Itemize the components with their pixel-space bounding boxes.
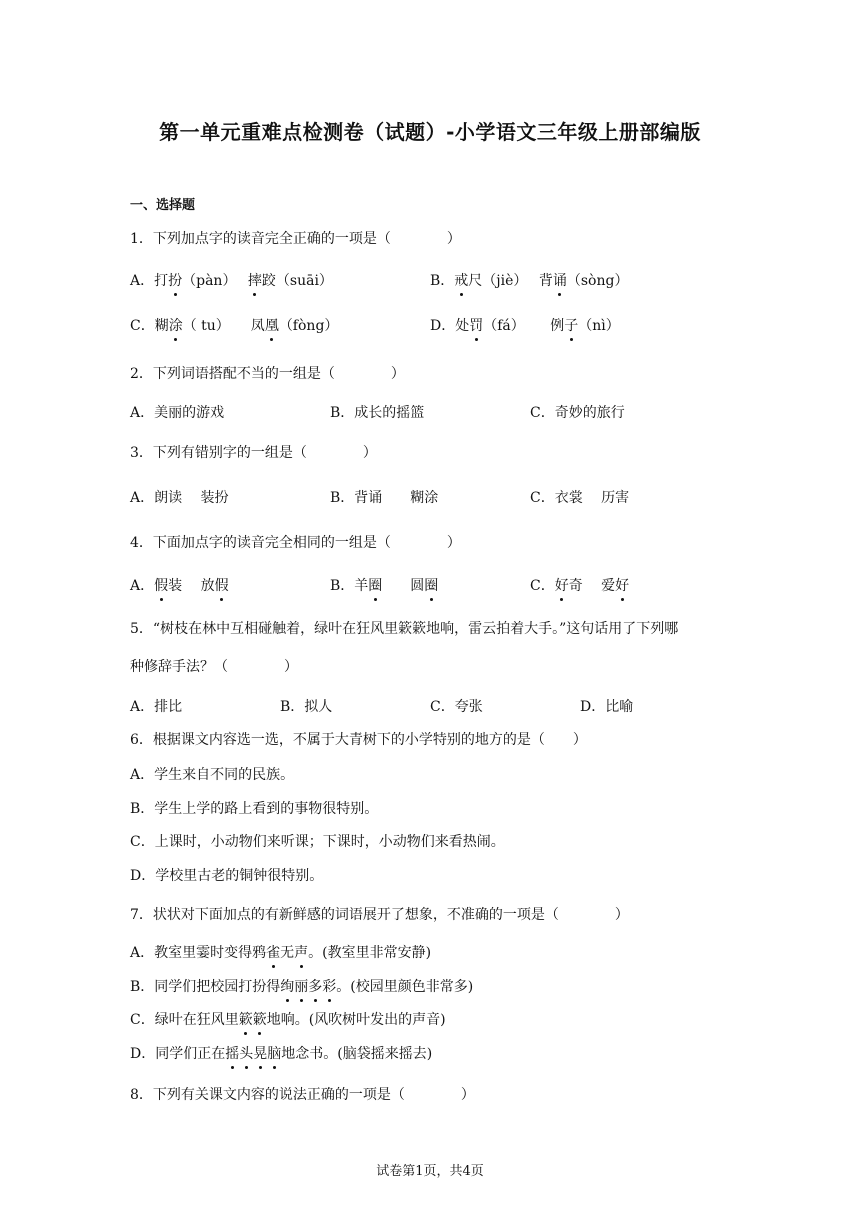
q1-option-a: A．打扮（pàn） 摔跤（suāi） bbox=[130, 273, 333, 289]
q4-option-c: C．好奇 爱好 bbox=[530, 578, 630, 594]
q5-option-a: A．排比 bbox=[130, 699, 183, 715]
q3-option-b: B．背诵 糊涂 bbox=[330, 490, 439, 506]
page-footer: 试卷第1页，共4页 bbox=[376, 1164, 484, 1179]
q3-option-c: C．衣裳 历害 bbox=[530, 490, 630, 506]
q7-option-d: D．同学们正在摇头晃脑地念书。(脑袋摇来摇去) bbox=[130, 1046, 433, 1062]
section-heading: 一、选择题 bbox=[130, 198, 196, 213]
q5-option-c: C．夸张 bbox=[430, 699, 483, 715]
q6-option-d: D．学校里古老的铜钟很特别。 bbox=[130, 868, 324, 884]
q7-option-b: B．同学们把校园打扮得绚丽多彩。(校园里颜色非常多) bbox=[130, 979, 474, 995]
q2-option-b: B．成长的摇篮 bbox=[330, 405, 425, 421]
question-4: 4．下面加点字的读音完全相同的一组是（ ） bbox=[130, 535, 461, 551]
question-6: 6．根据课文内容选一选，不属于大青树下的小学特别的地方的是（ ） bbox=[130, 732, 587, 748]
q2-option-c: C．奇妙的旅行 bbox=[530, 405, 625, 421]
q5-option-b: B．拟人 bbox=[280, 699, 333, 715]
q6-option-b: B．学生上学的路上看到的事物很特别。 bbox=[130, 801, 379, 817]
q5-option-d: D．比喻 bbox=[580, 699, 634, 715]
q1-option-d: D．处罚（fá） 例子（nì） bbox=[430, 318, 620, 334]
question-1: 1．下列加点字的读音完全正确的一项是（ ） bbox=[130, 231, 461, 247]
q7-option-a: A．教室里霎时变得鸦雀无声。(教室里非常安静) bbox=[130, 945, 432, 961]
q4-option-b: B．羊圈 圆圈 bbox=[330, 578, 439, 594]
q6-option-a: A．学生来自不同的民族。 bbox=[130, 767, 295, 783]
q6-option-c: C．上课时，小动物们来听课；下课时，小动物们来看热闹。 bbox=[130, 834, 505, 850]
page-title: 第一单元重难点检测卷（试题）-小学语文三年级上册部编版 bbox=[159, 120, 701, 144]
question-2: 2．下列词语搭配不当的一组是（ ） bbox=[130, 366, 405, 382]
q1-option-b: B．戒尺（jiè） 背诵（sòng） bbox=[430, 273, 629, 289]
q3-option-a: A．朗读 装扮 bbox=[130, 490, 229, 506]
q1-option-c: C．糊涂（ tu） 凤凰（fòng） bbox=[130, 318, 339, 334]
question-5-line-1: 5．“树枝在林中互相碰触着，绿叶在狂风里簌簌地响，雷云拍着大手。”这句话用了下列哪 bbox=[130, 621, 679, 637]
question-7: 7．状状对下面加点的有新鲜感的词语展开了想象，不准确的一项是（ ） bbox=[130, 907, 629, 923]
question-8: 8．下列有关课文内容的说法正确的一项是（ ） bbox=[130, 1087, 475, 1103]
q4-option-a: A．假装 放假 bbox=[130, 578, 229, 594]
question-3: 3．下列有错别字的一组是（ ） bbox=[130, 445, 377, 461]
q7-option-c: C．绿叶在狂风里簌簌地响。(风吹树叶发出的声音) bbox=[130, 1012, 446, 1028]
q2-option-a: A．美丽的游戏 bbox=[130, 405, 225, 421]
question-5-line-2: 种修辞手法？（ ） bbox=[130, 659, 298, 675]
